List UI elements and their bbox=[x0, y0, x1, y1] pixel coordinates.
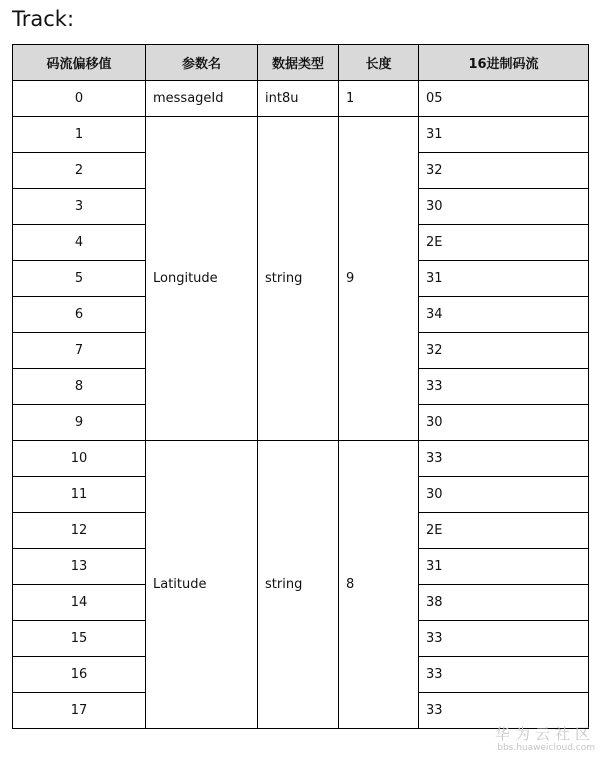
cell-param-name: Longitude bbox=[146, 117, 258, 441]
cell-param-name: Latitude bbox=[146, 441, 258, 729]
cell-hex: 32 bbox=[419, 333, 589, 369]
cell-offset: 3 bbox=[13, 189, 146, 225]
cell-offset: 4 bbox=[13, 225, 146, 261]
cell-offset: 9 bbox=[13, 405, 146, 441]
table-row bbox=[13, 441, 589, 477]
cell-hex: 38 bbox=[419, 585, 589, 621]
track-table bbox=[12, 44, 589, 729]
cell-offset: 5 bbox=[13, 261, 146, 297]
header-data-type: 数据类型 bbox=[258, 45, 339, 81]
cell-hex: 32 bbox=[419, 153, 589, 189]
cell-hex: 30 bbox=[419, 189, 589, 225]
header-length: 长度 bbox=[339, 45, 419, 81]
cell-hex: 33 bbox=[419, 369, 589, 405]
cell-length: 9 bbox=[339, 117, 419, 441]
cell-hex: 33 bbox=[419, 621, 589, 657]
watermark-url: bbs.huaweicloud.com bbox=[497, 743, 595, 753]
cell-hex: 31 bbox=[419, 549, 589, 585]
header-offset: 码流偏移值 bbox=[13, 45, 146, 81]
cell-hex: 31 bbox=[419, 117, 589, 153]
cell-data-type: string bbox=[258, 441, 339, 729]
cell-offset: 1 bbox=[13, 117, 146, 153]
cell-length: 8 bbox=[339, 441, 419, 729]
cell-hex: 2E bbox=[419, 225, 589, 261]
cell-hex: 05 bbox=[419, 81, 589, 117]
cell-length: 1 bbox=[339, 81, 419, 117]
cell-data-type: int8u bbox=[258, 81, 339, 117]
cell-hex: 33 bbox=[419, 657, 589, 693]
table-row bbox=[13, 117, 589, 153]
cell-offset: 14 bbox=[13, 585, 146, 621]
cell-hex: 30 bbox=[419, 477, 589, 513]
header-hex-stream: 16进制码流 bbox=[419, 45, 589, 81]
cell-offset: 2 bbox=[13, 153, 146, 189]
table-row bbox=[13, 81, 589, 117]
cell-hex: 33 bbox=[419, 441, 589, 477]
cell-offset: 7 bbox=[13, 333, 146, 369]
cell-hex: 2E bbox=[419, 513, 589, 549]
cell-offset: 0 bbox=[13, 81, 146, 117]
cell-offset: 15 bbox=[13, 621, 146, 657]
cell-param-name: messageId bbox=[146, 81, 258, 117]
cell-offset: 16 bbox=[13, 657, 146, 693]
cell-hex: 30 bbox=[419, 405, 589, 441]
cell-offset: 11 bbox=[13, 477, 146, 513]
watermark-brand: 华为云社区 bbox=[494, 725, 595, 743]
cell-data-type: string bbox=[258, 117, 339, 441]
cell-offset: 13 bbox=[13, 549, 146, 585]
cell-offset: 6 bbox=[13, 297, 146, 333]
table-body bbox=[13, 81, 589, 729]
cell-offset: 17 bbox=[13, 693, 146, 729]
cell-hex: 34 bbox=[419, 297, 589, 333]
header-param-name: 参数名 bbox=[146, 45, 258, 81]
page-title: Track: bbox=[12, 7, 75, 31]
watermark bbox=[495, 725, 595, 753]
cell-offset: 10 bbox=[13, 441, 146, 477]
cell-offset: 8 bbox=[13, 369, 146, 405]
table-header-row bbox=[13, 45, 589, 81]
cell-hex: 31 bbox=[419, 261, 589, 297]
cell-hex: 33 bbox=[419, 693, 589, 729]
cell-offset: 12 bbox=[13, 513, 146, 549]
